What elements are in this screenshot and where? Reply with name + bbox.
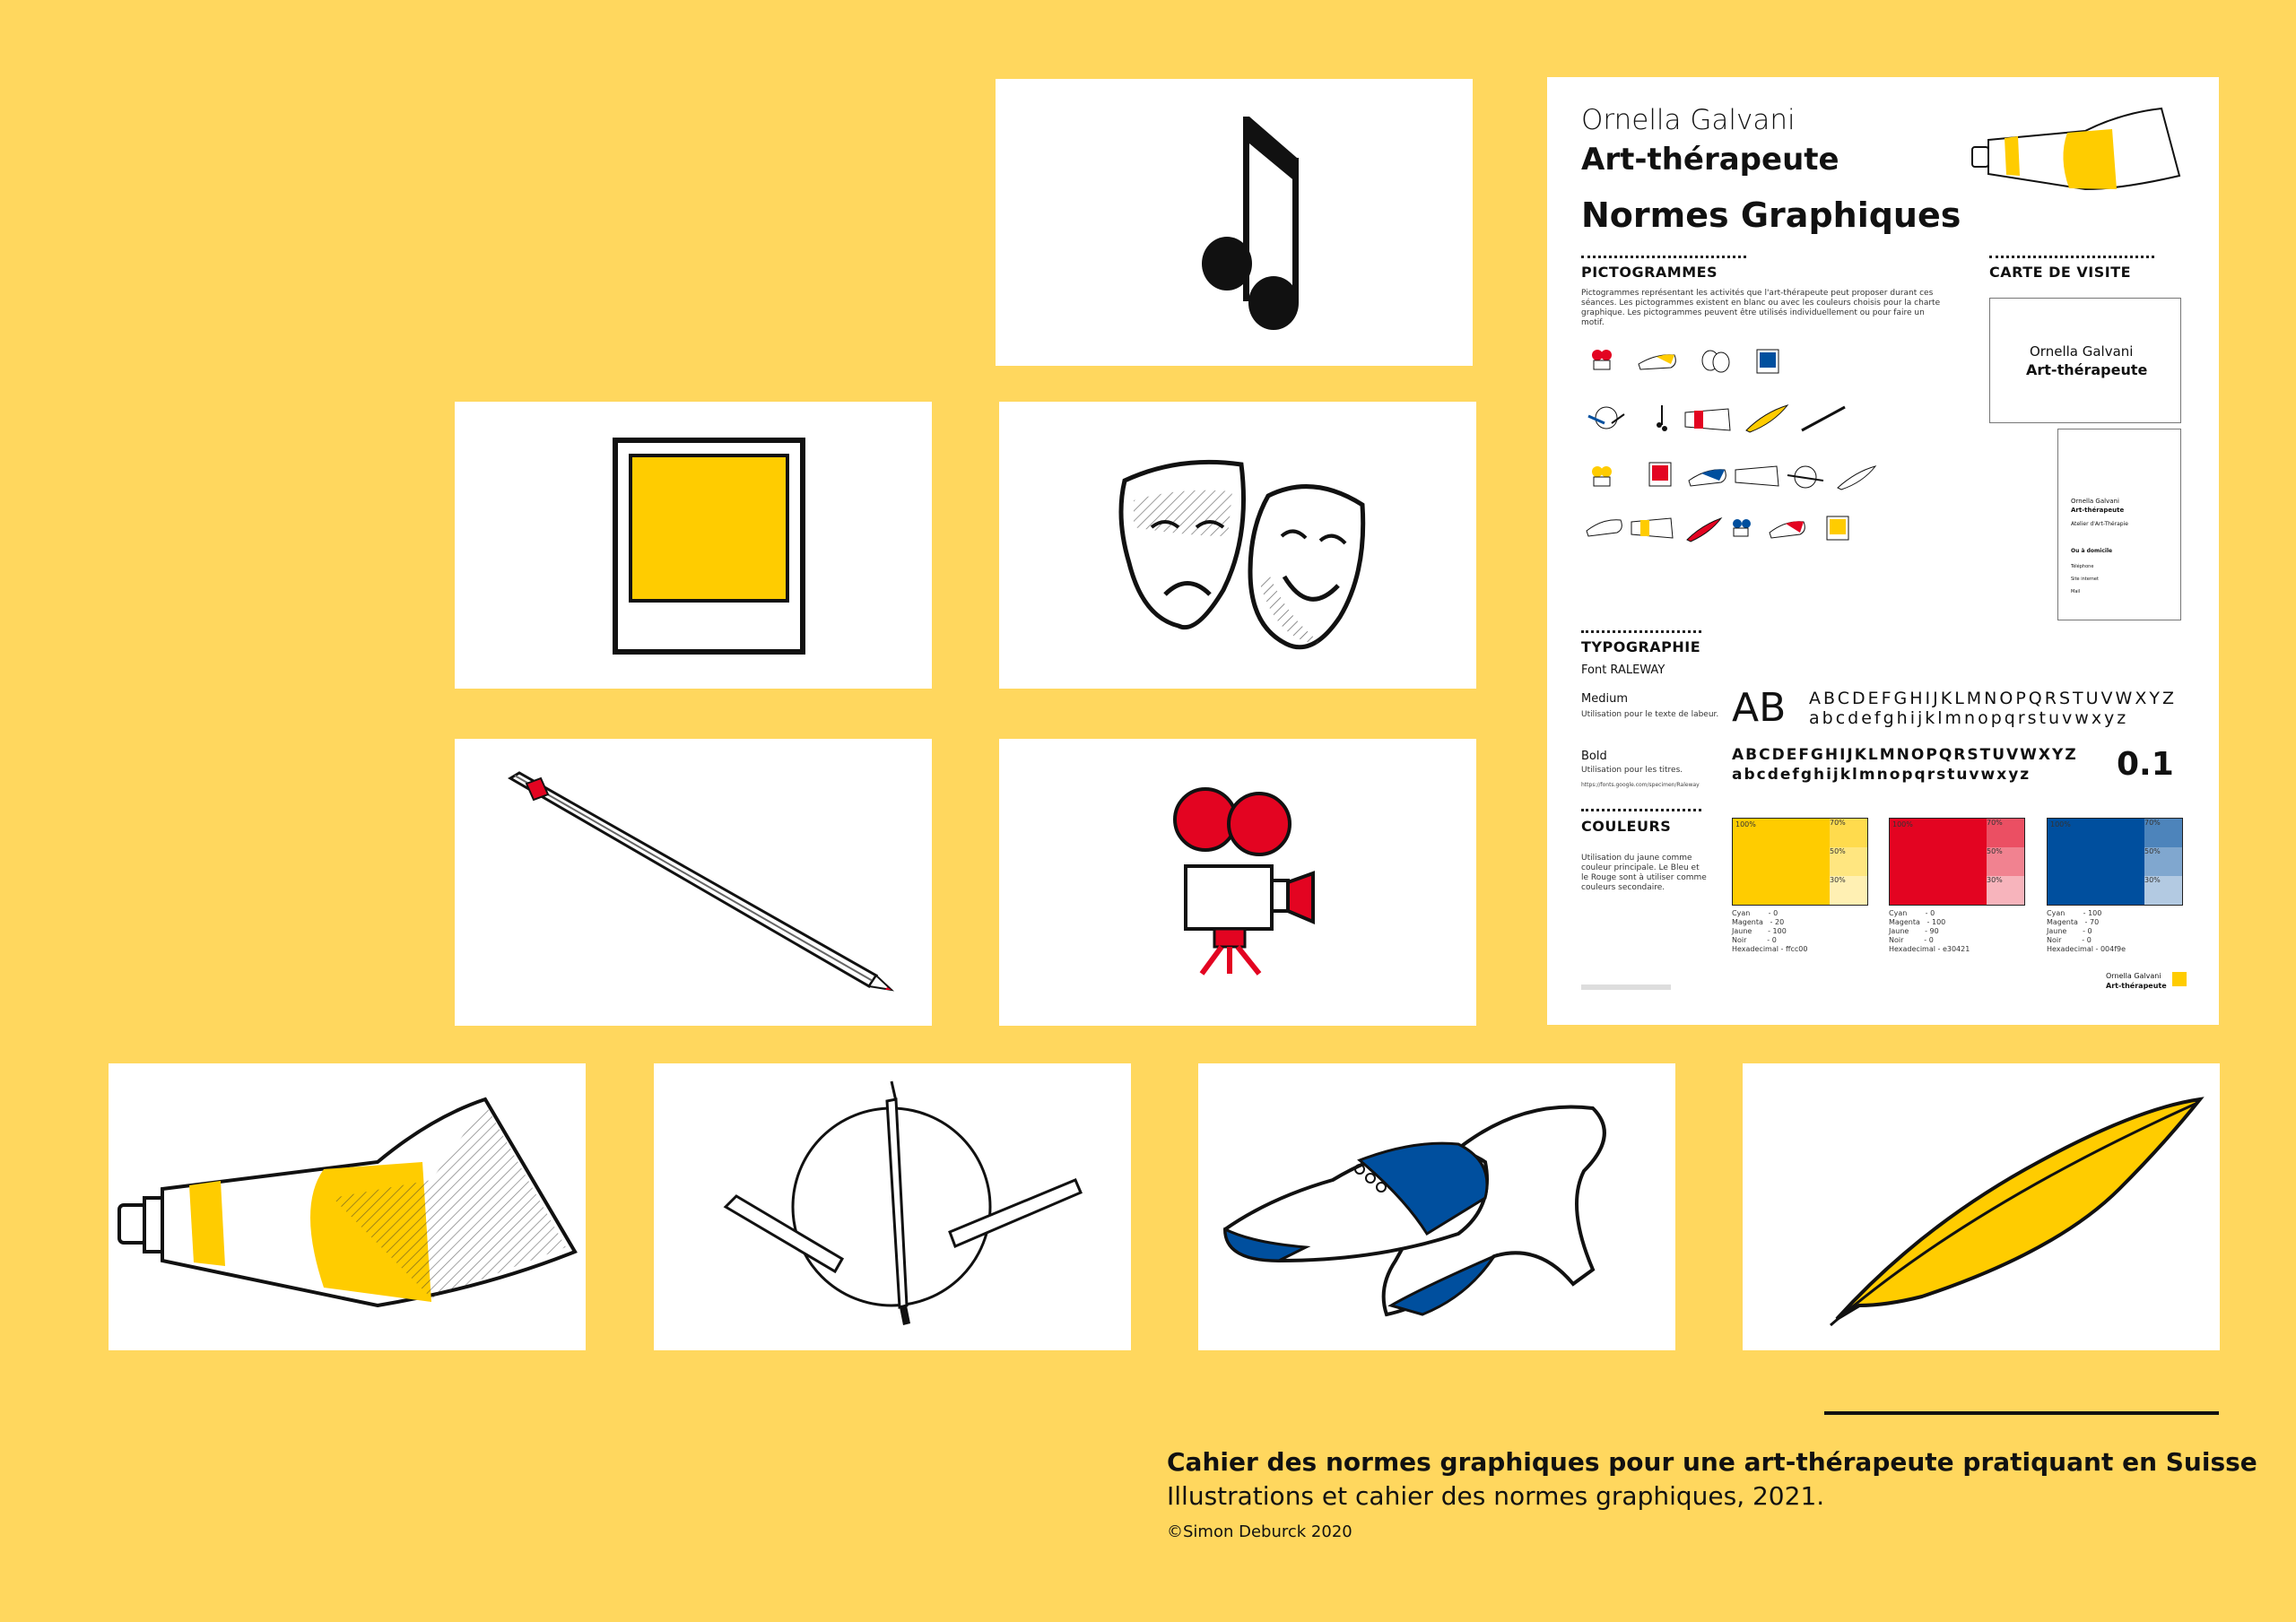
paint-tube-icon bbox=[1735, 466, 1779, 486]
theater-masks-icon bbox=[1702, 351, 1729, 372]
doc-title: Normes Graphiques bbox=[1581, 195, 1961, 235]
caption-rule bbox=[1824, 1411, 2219, 1415]
dance-shoes-icon bbox=[1689, 470, 1726, 487]
business-card-back: Ornella Galvani Art-thérapeute Atelier d'Art-Thérapie Ou à domicile Téléphone Site internet Mail bbox=[2057, 429, 2181, 620]
caption-title: Cahier des normes graphiques pour une art-thérapeute pratiquant en Suisse bbox=[1167, 1447, 2257, 1477]
caption-copyright: ©Simon Deburck 2020 bbox=[1167, 1522, 1352, 1541]
paint-tube-icon bbox=[109, 1063, 586, 1350]
pictogram-grid bbox=[1585, 337, 1979, 579]
footer-swatch bbox=[2172, 972, 2187, 986]
polaroid-icon bbox=[1827, 516, 1848, 540]
quill-feather-icon bbox=[1746, 405, 1787, 432]
quill-feather-icon bbox=[1743, 1063, 2220, 1350]
music-note-card bbox=[996, 79, 1473, 366]
dance-shoes-icon bbox=[1770, 521, 1805, 538]
theater-masks-icon bbox=[999, 402, 1476, 689]
footer-bar bbox=[1581, 984, 1671, 990]
paint-tube-card bbox=[109, 1063, 586, 1350]
palette-brushes-icon bbox=[654, 1063, 1131, 1350]
typo-ab: AB bbox=[1732, 685, 1787, 731]
polaroid-icon bbox=[1649, 463, 1671, 486]
pictogrammes-text: Pictogrammes représentant les activités que l'art-thérapeute peut proposer durant ces séances. Les pictogrammes existent en blanc ou avec les couleurs choisis pour la charte graphique. Les pictogrammes peuvent être utilisés individuellement ou pour faire un motif. bbox=[1581, 289, 1941, 327]
paint-tube-icon bbox=[1685, 409, 1730, 430]
paint-tube-icon bbox=[1969, 104, 2184, 194]
polaroid-icon bbox=[1757, 350, 1779, 373]
music-note-icon bbox=[996, 79, 1473, 366]
graphic-standards-sheet: Ornella Galvani Art-thérapeute Normes Graphiques PICTOGRAMMES Pictogrammes représentant les activités que l'art-thérapeute peut proposer durant ces séances. Les pictogrammes existent en blanc ou avec les couleurs choisis pour la charte graphique. Les pictogrammes peuvent être utilisés individuellement ou pour faire un motif. CARTE DE VISITE Ornella Galvani Art-thérapeute Ornella Galvani Art-thérapeute Atelier d'Art-Thérapie Ou à domicile Téléphone Site internet Mail TYPOGRAPHIE Font RALEWAY Medium Utilisation pour le texte de labeur. Bold Utilisation pour les titres. https://fonts.google.com/specimen/Raleway AB ABCDEFGHIJKLMNOPQRSTUVWXYZ abcdefghijklmnopqrstuvwxyz ABCDEFGHIJKLMNOPQRSTUVWXYZ abcdefghijklmnopqrstuvwxyz 0.1 COULEURS Utilisation du jaune comme couleur principale. Le Bleu et le Rouge sont à utiliser comme couleurs secondaire. 70% 50% 30% 100% 70% 50% 30% 100% 70% 50% 30% 100% Cyan - 0 Magenta - 20 Jaune - 100 Noir - 0 Hexadecimal - ffcc00 Cyan - 0 Magenta - 100 Jaune - 90 Noir - 0 Hexadecimal - e30421 Cyan - 100 Magenta - 70 Jaune - 0 Noir - 0 Hexadecimal - 004f9e Ornella Galvani Art-thérapeute bbox=[1547, 77, 2219, 1025]
pencil-icon bbox=[455, 739, 932, 1026]
quill-feather-icon bbox=[1687, 518, 1721, 542]
card-role: Art-thérapeute bbox=[2026, 361, 2148, 378]
film-camera-icon bbox=[1592, 350, 1612, 369]
swatch-yellow: 70% 50% 30% 100% bbox=[1732, 818, 1868, 906]
theater-masks-card bbox=[999, 402, 1476, 689]
dance-shoes-card bbox=[1198, 1063, 1675, 1350]
caption-subtitle: Illustrations et cahier des normes graphiques, 2021. bbox=[1167, 1481, 1825, 1511]
quill-feather-card bbox=[1743, 1063, 2220, 1350]
film-camera-icon bbox=[999, 739, 1476, 1026]
palette-brushes-icon bbox=[1787, 466, 1823, 488]
card-name: Ornella Galvani bbox=[2030, 343, 2134, 360]
pictogrammes-heading: PICTOGRAMMES bbox=[1581, 264, 1718, 281]
palette-brushes-card bbox=[654, 1063, 1131, 1350]
palette-brushes-icon bbox=[1588, 407, 1624, 429]
couleurs-heading: COULEURS bbox=[1581, 818, 1672, 835]
doc-role: Art-thérapeute bbox=[1581, 142, 1839, 178]
music-note-icon bbox=[1657, 405, 1667, 431]
pencil-card bbox=[455, 739, 932, 1026]
polaroid-icon bbox=[455, 402, 932, 689]
polaroid-card bbox=[455, 402, 932, 689]
pencil-icon bbox=[1802, 407, 1845, 430]
dance-shoes-icon bbox=[1198, 1063, 1675, 1350]
swatch-blue: 70% 50% 30% 100% bbox=[2047, 818, 2183, 906]
carte-heading: CARTE DE VISITE bbox=[1989, 264, 2132, 281]
business-card-front bbox=[1989, 298, 2181, 423]
doc-name: Ornella Galvani bbox=[1581, 104, 1796, 136]
dance-shoes-icon bbox=[1587, 520, 1622, 536]
quill-feather-icon bbox=[1838, 466, 1875, 490]
typographie-heading: TYPOGRAPHIE bbox=[1581, 638, 1701, 655]
film-camera-icon bbox=[1733, 519, 1751, 536]
film-camera-card bbox=[999, 739, 1476, 1026]
dance-shoes-icon bbox=[1639, 354, 1675, 369]
film-camera-icon bbox=[1592, 466, 1612, 486]
swatch-red: 70% 50% 30% 100% bbox=[1889, 818, 2025, 906]
paint-tube-icon bbox=[1631, 518, 1673, 538]
